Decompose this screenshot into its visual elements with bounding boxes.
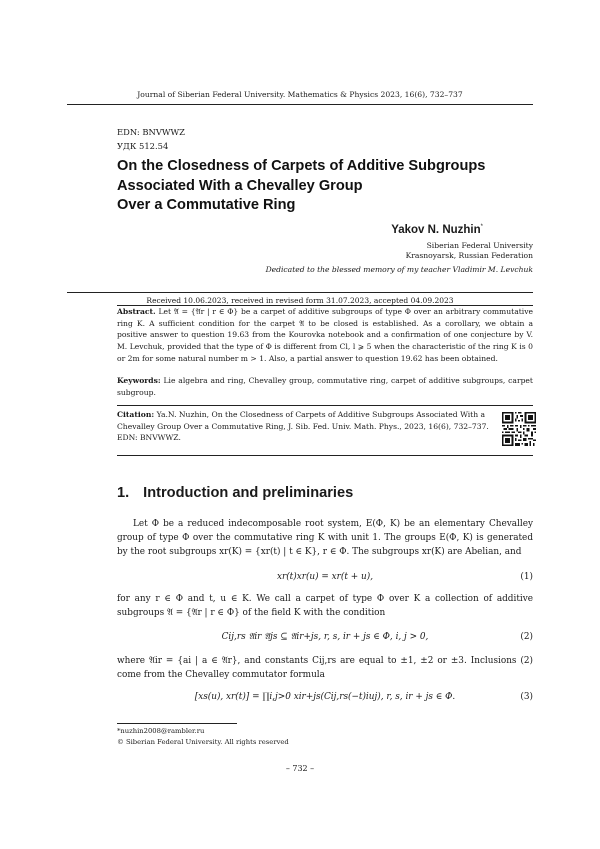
journal-header: Journal of Siberian Federal University. Mathematics & Physics 2023, 16(6), 732–737 (137, 90, 463, 99)
title-line: On the Closedness of Carpets of Additive Subgroups (117, 158, 486, 174)
page-number: – 732 – (285, 764, 315, 773)
citation-text: Ya.N. Nuzhin, On the Closedness of Carpets of Additive Subgroups Associated With a Chevalley Group Over a Commutative Ring, J. Sib. Fed. Univ. Math. Phys., 2023, 16(6), 732–737. EDN: BNVWWZ. (117, 410, 489, 443)
keywords-text: Lie algebra and ring, Chevalley group, commutative ring, carpet of additive subgroups, carpet subgroup. (117, 376, 533, 397)
section-heading (117, 485, 353, 501)
edn: EDN: BNVWWZ (117, 127, 185, 137)
equation-number: (2) (520, 632, 533, 642)
divider (67, 292, 533, 293)
equation-expression: [xs(u), xr(t)] = ∏i,j>0 xir+js(Cij,rs(−t)iuj), r, s, ir + js ∈ Φ. (194, 692, 456, 702)
header-rule (67, 104, 533, 105)
abstract-text: Let 𝔄 = {𝔄r | r ∈ Φ} be a carpet of additive subgroups of type Φ over an arbitrary commutative ring K. A sufficient condition for the carpet 𝔄 to be closed is established. As a corollary, we obtain a positive answer to question 19.63 from the Kourovka notebook and a confirmation of one conjecture by V. M. Levchuk, provided that the type of Φ is different from Cl, l ⩾ 5 when the characteristic of the ring K is 0 or 2m for some natural number m > 1. Also, a partial answer to question 19.62 has been obtained. (117, 307, 533, 363)
affiliation-line: Krasnoyarsk, Russian Federation (405, 251, 533, 260)
footnote-rule (117, 723, 237, 724)
received-dates: Received 10.06.2023, received in revised form 31.07.2023, accepted 04.09.2023 (146, 296, 454, 305)
abstract (117, 306, 533, 365)
author (391, 224, 483, 236)
keywords (117, 375, 533, 398)
footnote-email: *nuzhin2008@rambler.ru (117, 727, 205, 735)
keywords-label: Keywords: (117, 376, 161, 385)
divider (117, 455, 533, 456)
body-paragraph: for any r ∈ Φ and t, u ∈ K. We call a carpet of type Φ over K a collection of additive subgroups 𝔄 = {𝔄r | r ∈ Φ} of the field K with the condition (117, 594, 533, 619)
equation-number: (3) (520, 692, 533, 702)
author-footnote-mark: * (480, 224, 483, 231)
equation-expression: Cij,rs 𝔄ir 𝔄js ⊆ 𝔄ir+js, r, s, ir + js ∈ Φ, i, j > 0, (221, 632, 429, 642)
affiliation-line: Siberian Federal University (426, 241, 533, 250)
equation-expression: xr(t)xr(u) = xr(t + u), (276, 572, 374, 582)
dedication: Dedicated to the blessed memory of my teacher Vladimir M. Levchuk (265, 265, 533, 274)
title-line: Associated With a Chevalley Group (117, 177, 363, 194)
abstract-label: Abstract. (117, 307, 156, 316)
author-name: Yakov N. Nuzhin (391, 224, 481, 236)
section-number: 1. (117, 485, 130, 501)
qr-code-icon (502, 412, 536, 446)
title-line: Over a Commutative Ring (117, 197, 296, 213)
citation (117, 409, 502, 444)
citation-label: Citation: (117, 410, 155, 419)
body-paragraph: where 𝔄ir = {ai | a ∈ 𝔄r}, and constants Cij,rs are equal to ±1, ±2 or ±3. Inclusions (2) come from the Chevalley commutator formula (117, 656, 533, 681)
udk: УДК 512.54 (117, 141, 169, 151)
equation-number: (1) (520, 572, 533, 582)
paper-title (117, 157, 485, 216)
section-title: Introduction and preliminaries (143, 485, 354, 501)
body-paragraph: Let Φ be a reduced indecomposable root system, E(Φ, K) be an elementary Chevalley group of type Φ over the commutative ring K with unit 1. The groups E(Φ, K) is generated by the root subgroups xr(K) = {xr(t) | t ∈ K}, r ∈ Φ. The subgroups xr(K) are Abelian, and (117, 519, 533, 558)
divider (117, 405, 533, 406)
footnote-copyright: © Siberian Federal University. All rights reserved (117, 738, 289, 746)
